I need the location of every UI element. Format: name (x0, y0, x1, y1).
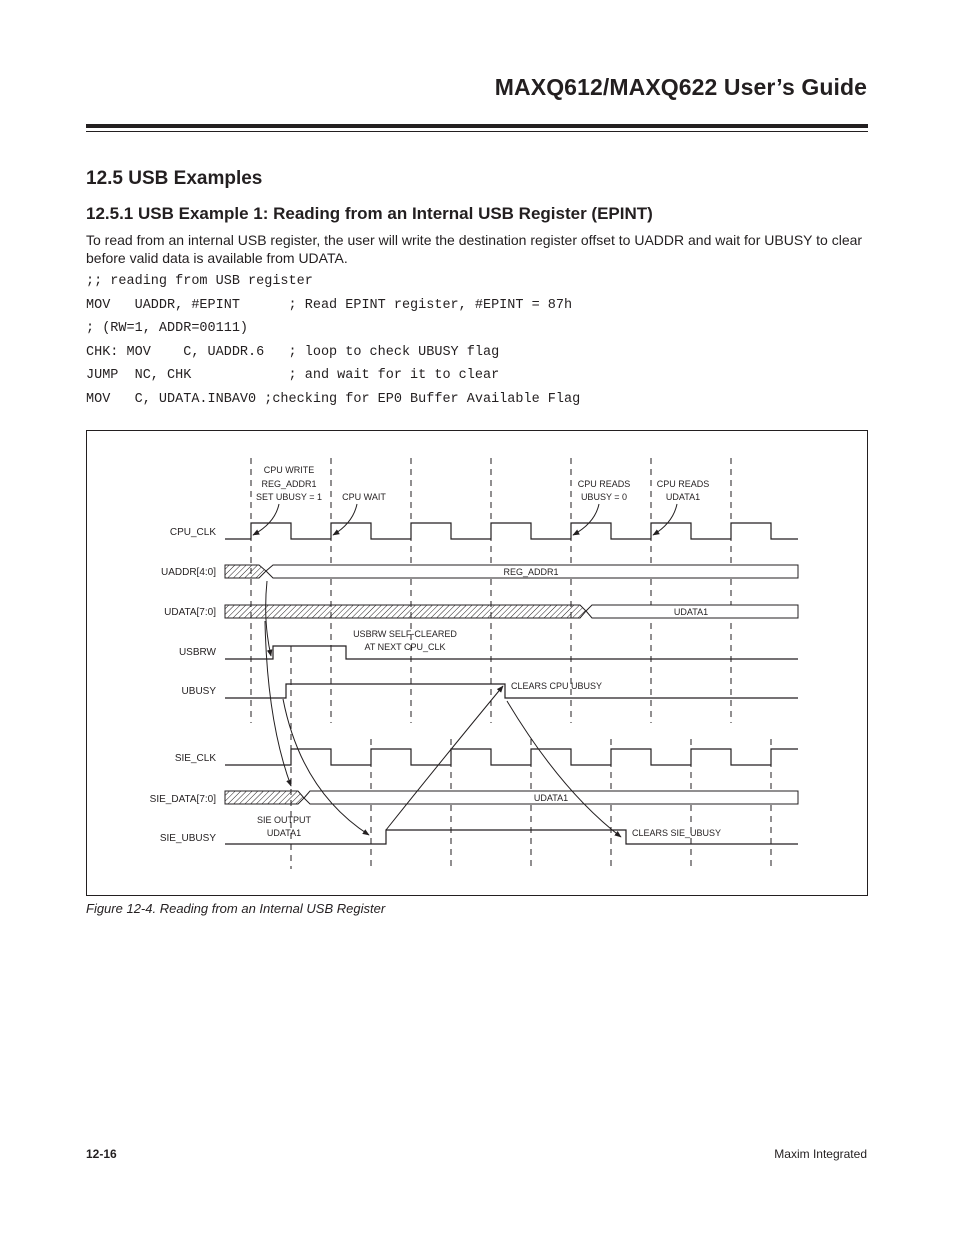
annotation-sie-output-line2: UDATA1 (266, 828, 302, 838)
annotation-sie-output-line1: SIE OUTPUT (256, 815, 312, 825)
code-line: JUMP NC, CHK ; and wait for it to clear (86, 368, 500, 383)
code-line: MOV UADDR, #EPINT ; Read EPINT register, #EPINT = 87h (86, 298, 573, 313)
callout-arrows (253, 504, 677, 535)
sie-data-value: UDATA1 (533, 793, 569, 803)
udata-bus-hatched (225, 605, 586, 618)
annotation-cpu-reads-udata-line1: CPU READS (656, 479, 710, 489)
annotation-usbrw-line2: AT NEXT CPU_CLK (364, 642, 446, 652)
annotation-cpu-reads-ubusy-line1: CPU READS (577, 479, 631, 489)
udata-value: UDATA1 (673, 607, 709, 617)
annotation-cpu-write-line3: SET UBUSY = 1 (256, 492, 322, 502)
cpu-clk-waveform (225, 523, 798, 539)
signal-label-usbrw: USBRW (178, 647, 216, 658)
subsection-heading: 12.5.1 USB Example 1: Reading from an Internal USB Register (EPINT) (86, 204, 653, 223)
annotation-cpu-write-line1: CPU WRITE (263, 465, 315, 475)
signal-label-uaddr: UADDR[4:0] (160, 567, 216, 578)
code-line: MOV C, UDATA.INBAV0 ;checking for EP0 Buffer Available Flag (86, 392, 581, 407)
body-paragraph: To read from an internal USB register, the user will write the destination register offset to UADDR and wait for UBUSY to clear before valid data is available from UDATA. (86, 232, 863, 266)
signal-label-udata: UDATA[7:0] (164, 607, 216, 618)
annotation-cpu-write-line2: REG_ADDR1 (261, 479, 317, 489)
footer-company: Maxim Integrated (774, 1147, 867, 1161)
section-heading: 12.5 USB Examples (86, 168, 263, 189)
code-line: ;; reading from USB register (86, 274, 313, 289)
document-title: MAXQ612/MAXQ622 User’s Guide (494, 74, 867, 100)
page-number: 12-16 (86, 1147, 117, 1161)
sie-clk-waveform (225, 749, 798, 765)
annotation-usbrw-line1: USBRW SELF-CLEARED (353, 629, 457, 639)
signal-label-sie-data: SIE_DATA[7:0] (149, 794, 216, 805)
figure-caption: Figure 12-4. Reading from an Internal USB Register (86, 901, 386, 916)
code-line: ; (RW=1, ADDR=00111) (86, 321, 249, 336)
cpu-clock-gridlines (251, 458, 731, 723)
sie-data-bus-hatched (225, 791, 304, 804)
annotation-cpu-reads-udata-line2: UDATA1 (665, 492, 701, 502)
timing-diagram (1, 1, 954, 1236)
annotation-clears-sie-ubusy: CLEARS SIE_UBUSY (632, 828, 722, 838)
annotation-cpu-reads-ubusy-line2: UBUSY = 0 (580, 492, 628, 502)
uaddr-value: REG_ADDR1 (503, 567, 559, 577)
signal-label-cpu-clk: CPU_CLK (169, 527, 216, 538)
annotation-cpu-wait: CPU WAIT (342, 492, 386, 502)
signal-label-ubusy: UBUSY (181, 686, 216, 697)
timing-diagram-figure (86, 430, 868, 896)
uaddr-bus-hatched (225, 565, 266, 578)
signal-label-sie-clk: SIE_CLK (174, 753, 216, 764)
code-line: CHK: MOV C, UADDR.6 ; loop to check UBUSY flag (86, 345, 500, 360)
annotation-clears-cpu-ubusy: CLEARS CPU UBUSY (511, 681, 603, 691)
signal-label-sie-ubusy: SIE_UBUSY (159, 833, 216, 844)
usbrw-waveform (225, 646, 798, 659)
